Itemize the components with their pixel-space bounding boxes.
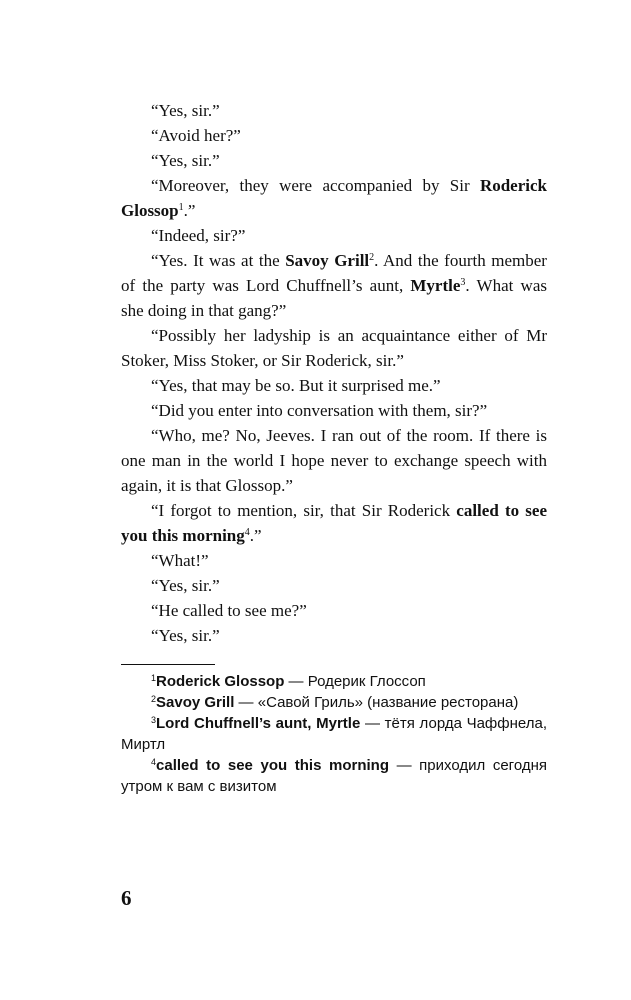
footnote-ref: 3	[460, 277, 466, 288]
footnote-text: — приходил сегодня утром к вам с визитом	[121, 757, 547, 795]
paragraph: “Yes, sir.”	[151, 101, 220, 120]
footnote	[121, 713, 547, 755]
footnote-text: — «Савой Гриль» (название ресторана)	[234, 694, 519, 711]
text-run: .”	[183, 201, 196, 220]
footnote-number: 2	[151, 694, 157, 704]
paragraph: “Possibly her ladyship is an acquaintance either of Mr Stoker, Miss Stoker, or Sir Roderick, sir.”	[121, 326, 547, 370]
footnote-term: Savoy Grill	[156, 694, 235, 711]
text-run: . And the fourth member of the party was Lord Chuffnell’s aunt,	[121, 251, 547, 295]
footnote-ref: 2	[369, 252, 375, 263]
text-run: “I forgot to mention, sir, that Sir Roderick	[151, 501, 457, 520]
paragraph: “Who, me? No, Jeeves. I ran out of the room. If there is one man in the world I hope never to exchange speech with again, it is that Glossop.”	[121, 426, 547, 495]
page-number: 6	[121, 886, 132, 910]
footnote	[121, 692, 547, 713]
paragraph: “Yes, sir.”	[151, 626, 220, 645]
footnote-number: 3	[151, 715, 157, 725]
footnote-text: — Родерик Глоссоп	[284, 673, 426, 690]
footnote-number: 1	[151, 673, 157, 683]
paragraph	[121, 498, 547, 548]
paragraph: “What!”	[151, 551, 209, 570]
footnote	[121, 671, 547, 692]
paragraph	[121, 173, 547, 223]
footnote-ref: 1	[178, 202, 184, 213]
paragraph: “Did you enter into conversation with them, sir?”	[151, 401, 488, 420]
book-page	[121, 98, 547, 797]
paragraph: “Yes, sir.”	[151, 576, 220, 595]
text-run: . What was she doing in that gang?”	[121, 276, 547, 320]
footnote-ref: 4	[244, 527, 250, 538]
footnote-number: 4	[151, 757, 157, 767]
footnote-term: Lord Chuffnell’s aunt, Myrtle	[156, 715, 361, 732]
paragraph: “Yes, that may be so. But it surprised me.”	[151, 376, 441, 395]
glossed-term: Roderick Glossop	[121, 176, 547, 220]
footnote	[121, 755, 547, 797]
footnote-term: Roderick Glossop	[156, 673, 285, 690]
glossed-term: Savoy Grill	[285, 251, 370, 270]
glossed-term: Myrtle	[410, 276, 461, 295]
footnote-term: called to see you this morning	[156, 757, 389, 774]
text-run: “Yes. It was at the	[151, 251, 286, 270]
paragraph: “Indeed, sir?”	[151, 226, 246, 245]
glossed-term: called to see you this morning	[121, 501, 547, 545]
paragraph: “Yes, sir.”	[151, 151, 220, 170]
text-run: “Moreover, they were accompanied by Sir	[151, 176, 480, 195]
paragraph	[121, 248, 547, 323]
footnote-divider	[121, 664, 215, 665]
text-run: .”	[249, 526, 262, 545]
paragraph: “Avoid her?”	[151, 126, 241, 145]
paragraph: “He called to see me?”	[151, 601, 307, 620]
footnote-text: — тётя лорда Чаффнела, Миртл	[121, 715, 547, 753]
